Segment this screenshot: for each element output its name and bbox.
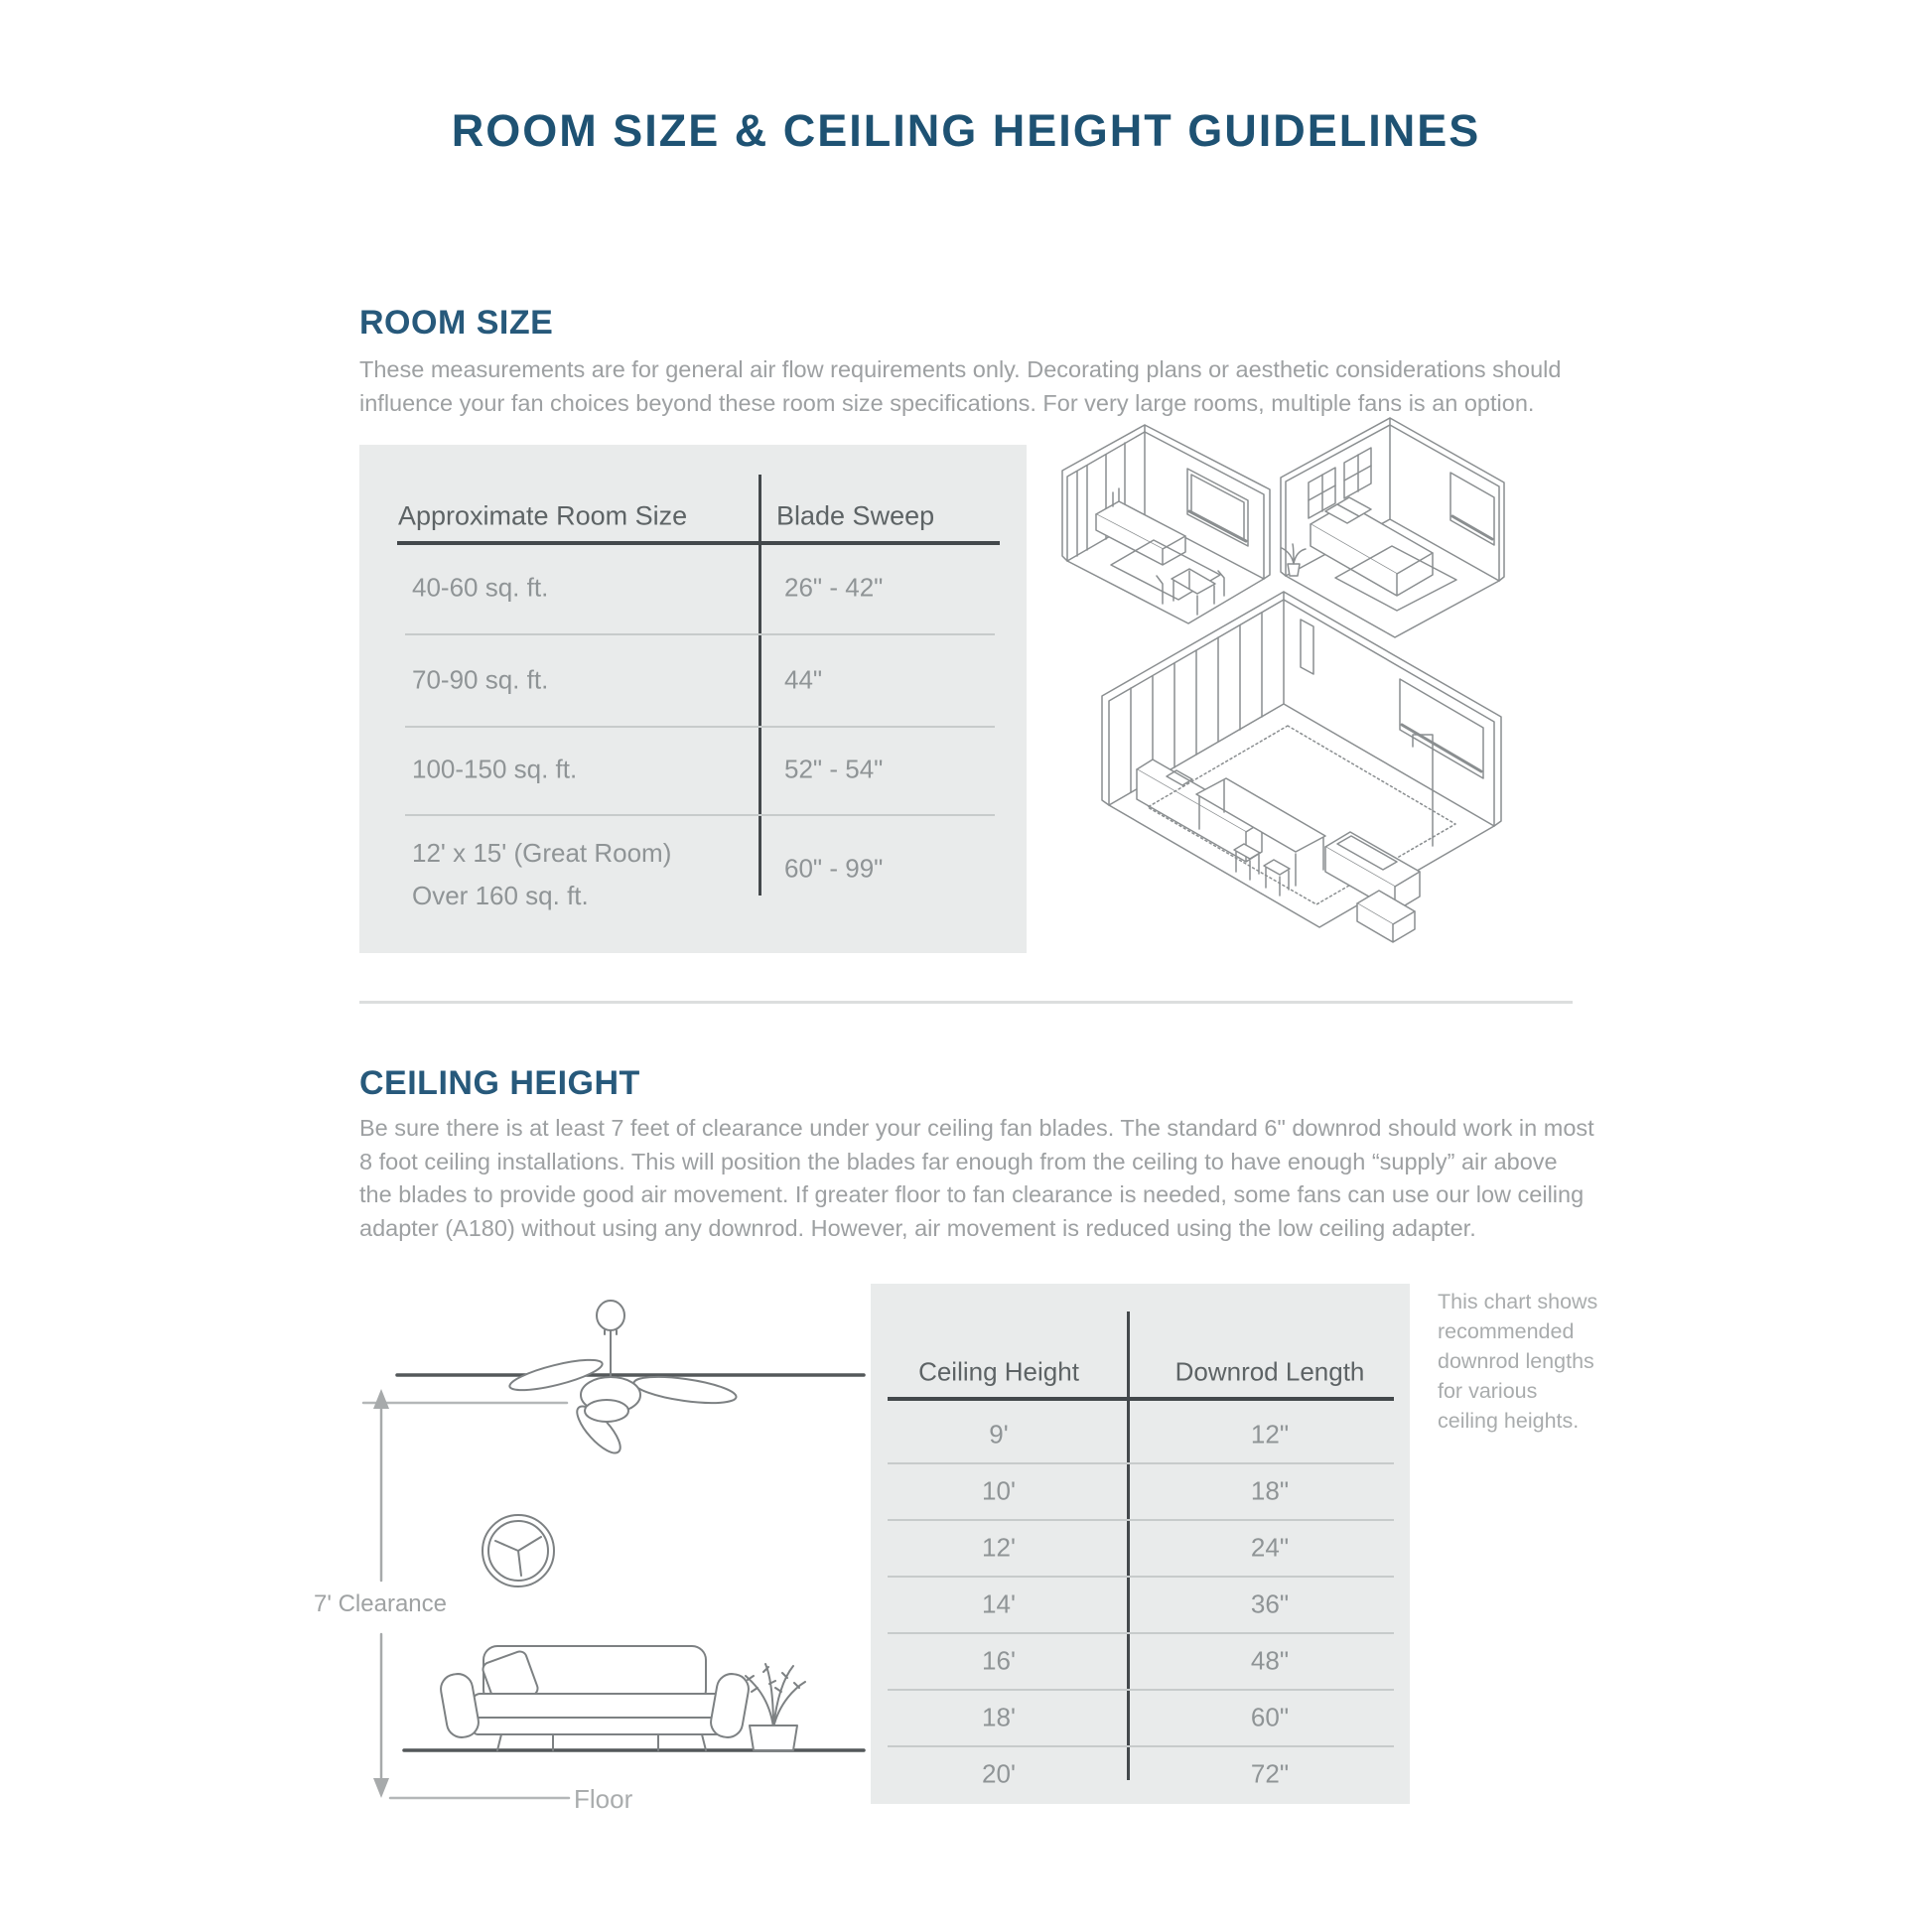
- column-header-ceiling-height: Ceiling Height: [918, 1356, 1079, 1387]
- cell-ceiling-height: 12': [982, 1532, 1016, 1563]
- down-arrow-icon: [373, 1778, 389, 1798]
- ceiling-height-table: [871, 1284, 1410, 1804]
- cell-room-size: 100-150 sq. ft.: [412, 754, 578, 784]
- small-room-icon: [1062, 425, 1270, 623]
- cell-ceiling-height: 10': [982, 1475, 1016, 1506]
- row-separator: [888, 1462, 1394, 1464]
- ceiling-height-description-line: the blades to provide good air movement. If greater floor to fan clearance is needed, some fans can use our low ceiling: [359, 1181, 1585, 1207]
- cell-ceiling-height: 9': [989, 1419, 1009, 1449]
- ceiling-height-description-line: adapter (A180) without using any downrod. However, air movement is reduced using the low ceiling adapter.: [359, 1214, 1476, 1241]
- cell-downrod-length: 60": [1250, 1702, 1290, 1732]
- page-title: ROOM SIZE & CEILING HEIGHT GUIDELINES: [451, 105, 1481, 156]
- column-header-downrod-length: Downrod Length: [1174, 1356, 1365, 1387]
- cell-blade-sweep: 60" - 99": [784, 853, 884, 884]
- cell-downrod-length: 48": [1250, 1645, 1290, 1676]
- downrod-note-line: ceiling heights.: [1438, 1409, 1580, 1433]
- table-header-rule: [397, 541, 1000, 545]
- room-size-description-line: influence your fan choices beyond these room size specifications. For very large rooms, multiple fans is an option.: [359, 389, 1535, 416]
- cell-room-size: 40-60 sq. ft.: [412, 572, 549, 603]
- row-separator: [888, 1519, 1394, 1521]
- wall-clock-icon: [483, 1515, 554, 1587]
- cell-room-size-line1: 12' x 15' (Great Room): [412, 838, 672, 868]
- downrod-note-line: downrod lengths: [1438, 1349, 1594, 1373]
- cell-blade-sweep: 52" - 54": [784, 754, 884, 784]
- row-separator: [405, 814, 995, 816]
- ceiling-height-description: [359, 1112, 1594, 1245]
- cell-blade-sweep: 44": [784, 664, 823, 695]
- cell-downrod-length: 24": [1250, 1532, 1290, 1563]
- ceiling-height-description-line: Be sure there is at least 7 feet of clearance under your ceiling fan blades. The standard 6" downrod should work in most: [359, 1115, 1594, 1141]
- floor-label: Floor: [574, 1784, 633, 1814]
- row-separator: [888, 1689, 1394, 1691]
- cell-ceiling-height: 16': [982, 1645, 1016, 1676]
- ceiling-fan-icon: [507, 1301, 738, 1459]
- plant-icon: [746, 1664, 805, 1750]
- cell-downrod-length: 36": [1250, 1588, 1290, 1619]
- cell-downrod-length: 18": [1250, 1475, 1290, 1506]
- section-divider: [359, 1001, 1573, 1004]
- clearance-label: 7' Clearance: [314, 1590, 447, 1617]
- cell-ceiling-height: 18': [982, 1702, 1016, 1732]
- rooms-isometric-illustration: [968, 407, 1524, 983]
- row-separator: [405, 726, 995, 728]
- row-separator: [405, 633, 995, 635]
- row-separator: [888, 1576, 1394, 1578]
- cell-downrod-length: 72": [1250, 1758, 1290, 1789]
- cell-blade-sweep: 26" - 42": [784, 572, 884, 603]
- ceiling-fan-clearance-diagram: [352, 1271, 869, 1827]
- room-size-heading: ROOM SIZE: [359, 304, 554, 342]
- cell-ceiling-height: 14': [982, 1588, 1016, 1619]
- cell-downrod-length: 12": [1250, 1419, 1290, 1449]
- table-header-rule: [888, 1397, 1394, 1401]
- cell-room-size: [412, 832, 671, 917]
- room-size-table: [359, 445, 1027, 953]
- row-separator: [888, 1632, 1394, 1634]
- downrod-note: [1438, 1287, 1597, 1436]
- great-room-icon: [1102, 592, 1501, 942]
- row-separator: [888, 1745, 1394, 1747]
- downrod-note-line: This chart shows: [1438, 1290, 1598, 1313]
- column-header-room-size: Approximate Room Size: [398, 500, 688, 531]
- ceiling-height-description-line: 8 foot ceiling installations. This will position the blades far enough from the ceiling to have enough “supply” air above: [359, 1148, 1558, 1174]
- bedroom-icon: [1281, 418, 1504, 637]
- cell-room-size: 70-90 sq. ft.: [412, 664, 549, 695]
- ceiling-height-heading: CEILING HEIGHT: [359, 1064, 640, 1102]
- sofa-icon: [439, 1646, 752, 1750]
- downrod-note-line: recommended: [1438, 1319, 1575, 1343]
- table-vertical-divider: [759, 475, 761, 896]
- cell-ceiling-height: 20': [982, 1758, 1016, 1789]
- downrod-note-line: for various: [1438, 1379, 1538, 1403]
- cell-room-size-line2: Over 160 sq. ft.: [412, 881, 589, 910]
- room-size-description-line: These measurements are for general air flow requirements only. Decorating plans or aesthetic considerations should: [359, 356, 1562, 382]
- column-header-blade-sweep: Blade Sweep: [776, 500, 935, 531]
